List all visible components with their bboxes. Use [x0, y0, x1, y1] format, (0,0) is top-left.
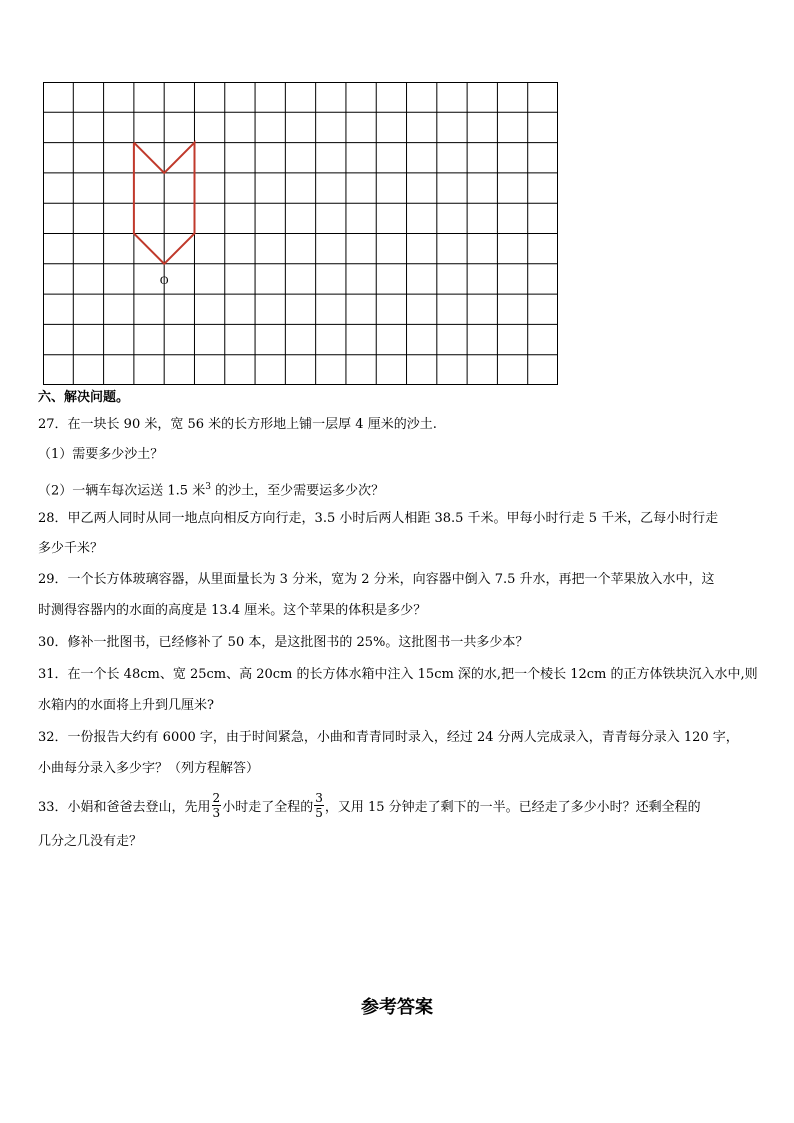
- fraction-2-denominator: 5: [315, 806, 323, 820]
- problem-31-line-1: 31．在一个长 48cm、宽 25cm、高 20cm 的长方体水箱中注入 15cm 深的水,把一个棱长 12cm 的正方体铁块沉入水中,则: [38, 667, 758, 682]
- section-heading: 六、解决问题。: [38, 390, 130, 405]
- problem-29-line-1: 29．一个长方体玻璃容器，从里面量长为 3 分米，宽为 2 分米，向容器中倒入 7.5 升水，再把一个苹果放入水中，这: [38, 572, 715, 587]
- fraction-three-fifths: [314, 791, 324, 820]
- problem-33-part-c: ，又用 15 分钟走了剩下的一半。已经走了多少小时？还剩全程的: [324, 800, 701, 815]
- point-o-label: O: [159, 272, 169, 287]
- problem-28-line-2: 多少千米？: [38, 541, 104, 556]
- problem-27-text: 27．在一块长 90 米，宽 56 米的长方形地上铺一层厚 4 厘米的沙土.: [38, 417, 437, 432]
- problem-27-sub-2-a: （2）一辆车每次运送 1.5 米: [38, 483, 206, 499]
- problem-33-part-b: 小时走了全程的: [222, 800, 314, 815]
- problem-27-sub-2: [38, 478, 384, 500]
- grid-svg: [43, 82, 558, 385]
- problem-33-part-a: 33．小娟和爸爸去登山，先用: [38, 800, 211, 815]
- problem-27-sub-2-b: 的沙土，至少需要运多少次？: [210, 483, 385, 499]
- problem-27-sub-1: （1）需要多少沙土？: [38, 447, 164, 462]
- answer-section-title: 参考答案: [361, 997, 433, 1018]
- fraction-2-numerator: 3: [315, 791, 323, 805]
- problem-29-line-2: 时测得容器内的水面的高度是 13.4 厘米。这个苹果的体积是多少？: [38, 603, 427, 618]
- grid-figure: [43, 82, 558, 385]
- fraction-1-numerator: 2: [212, 791, 221, 805]
- problem-28-line-1: 28．甲乙两人同时从同一地点向相反方向行走，3.5 小时后两人相距 38.5 千米。甲每小时行走 5 千米，乙每小时行走: [38, 511, 719, 526]
- problem-32-line-2: 小曲每分录入多少字？（列方程解答）: [38, 761, 260, 776]
- problem-30-text: 30．修补一批图书，已经修补了 50 本，是这批图书的 25%。这批图书一共多少本？: [38, 635, 529, 650]
- problem-31-line-2: 水箱内的水面将上升到几厘米?: [38, 698, 214, 713]
- problem-33-line-1: [38, 793, 701, 822]
- cube-superscript: 3: [205, 482, 211, 492]
- problem-32-line-1: 32．一份报告大约有 6000 字，由于时间紧急，小曲和青青同时录入，经过 24 分两人完成录入，青青每分录入 120 字，: [38, 730, 739, 745]
- problem-33-line-2: 几分之几没有走？: [38, 834, 143, 849]
- fraction-1-denominator: 3: [212, 806, 221, 820]
- fraction-two-thirds: [212, 791, 222, 820]
